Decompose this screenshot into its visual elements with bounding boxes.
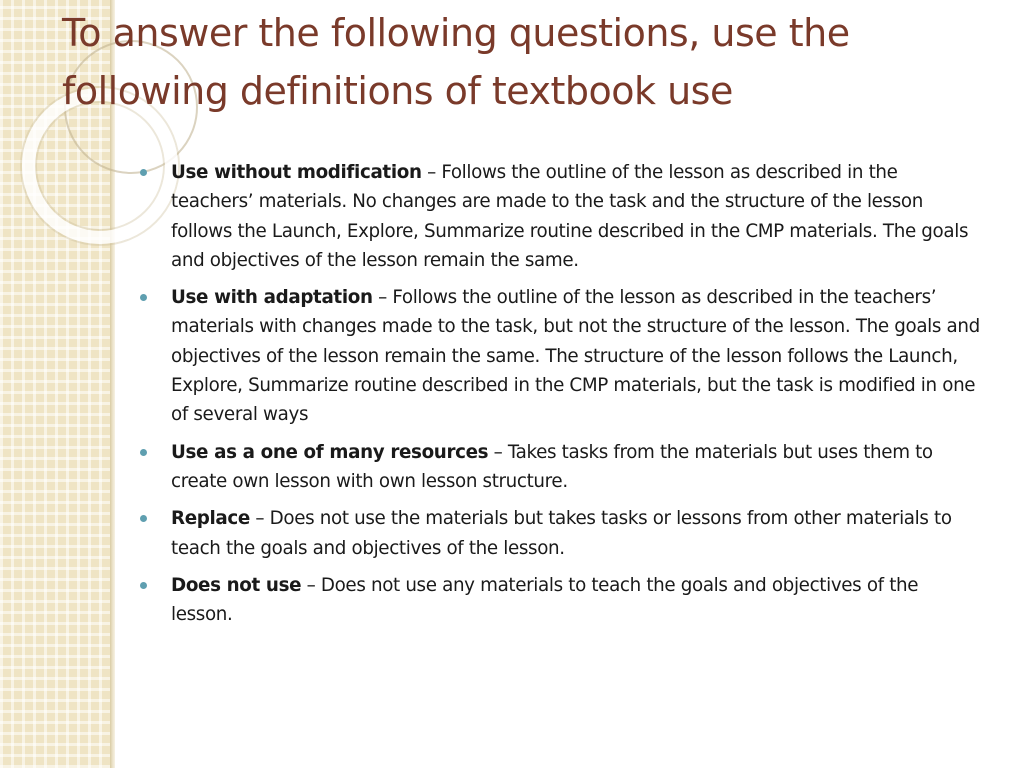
definition-text: Does not use the materials but takes tasks or lessons from other materials to teach the goals and objectives of the lesson. [171, 508, 952, 559]
bullet-icon [140, 515, 147, 522]
definition-separator: – [372, 287, 393, 309]
definition-text: Does not use any materials to teach the goals and objectives of the lesson. [171, 574, 919, 626]
definition-separator: – [421, 162, 442, 183]
definition-term: Use as a one of many resources [171, 441, 489, 463]
definition-separator: – [249, 508, 270, 530]
definition-term: Does not use [171, 574, 302, 596]
definition-item-use-with-adaptation [136, 283, 980, 429]
definition-term: Replace [171, 508, 250, 530]
definition-term: Use without modification [171, 162, 422, 183]
definition-text: Follows the outline of the lesson as described in the teachers’ materials. No changes are made to the task and the structure of the lesson follows the Launch, Explore, Summarize routine described in the CMP materials. The goals and objectives of the lesson remain the same. [171, 162, 969, 271]
bullet-icon [140, 582, 147, 589]
definition-separator: – [488, 441, 508, 463]
definition-text: Takes tasks from the materials but uses them to create own lesson with own lesson structure. [171, 441, 933, 492]
bullet-icon [140, 294, 147, 301]
slide-title: To answer the following questions, use the following definitions of textbook use [62, 11, 850, 113]
definitions-list [136, 158, 980, 637]
definition-item-replace [136, 504, 980, 563]
definition-term: Use with adaptation [171, 287, 373, 309]
definition-separator: – [301, 574, 321, 596]
definition-item-use-without-modification [136, 158, 980, 275]
definition-item-use-as-resource [136, 438, 980, 497]
bullet-icon [140, 449, 147, 456]
definition-item-does-not-use [136, 571, 980, 630]
definition-text: Follows the outline of the lesson as described in the teachers’ materials with changes made to the task, but not the structure of the lesson. The goals and objectives of the lesson remain the same. The structure of the lesson follows the Launch, Explore, Summarize routine described in the CMP materials, but the task is modified in one of several ways [171, 287, 980, 426]
bullet-icon [140, 169, 147, 176]
